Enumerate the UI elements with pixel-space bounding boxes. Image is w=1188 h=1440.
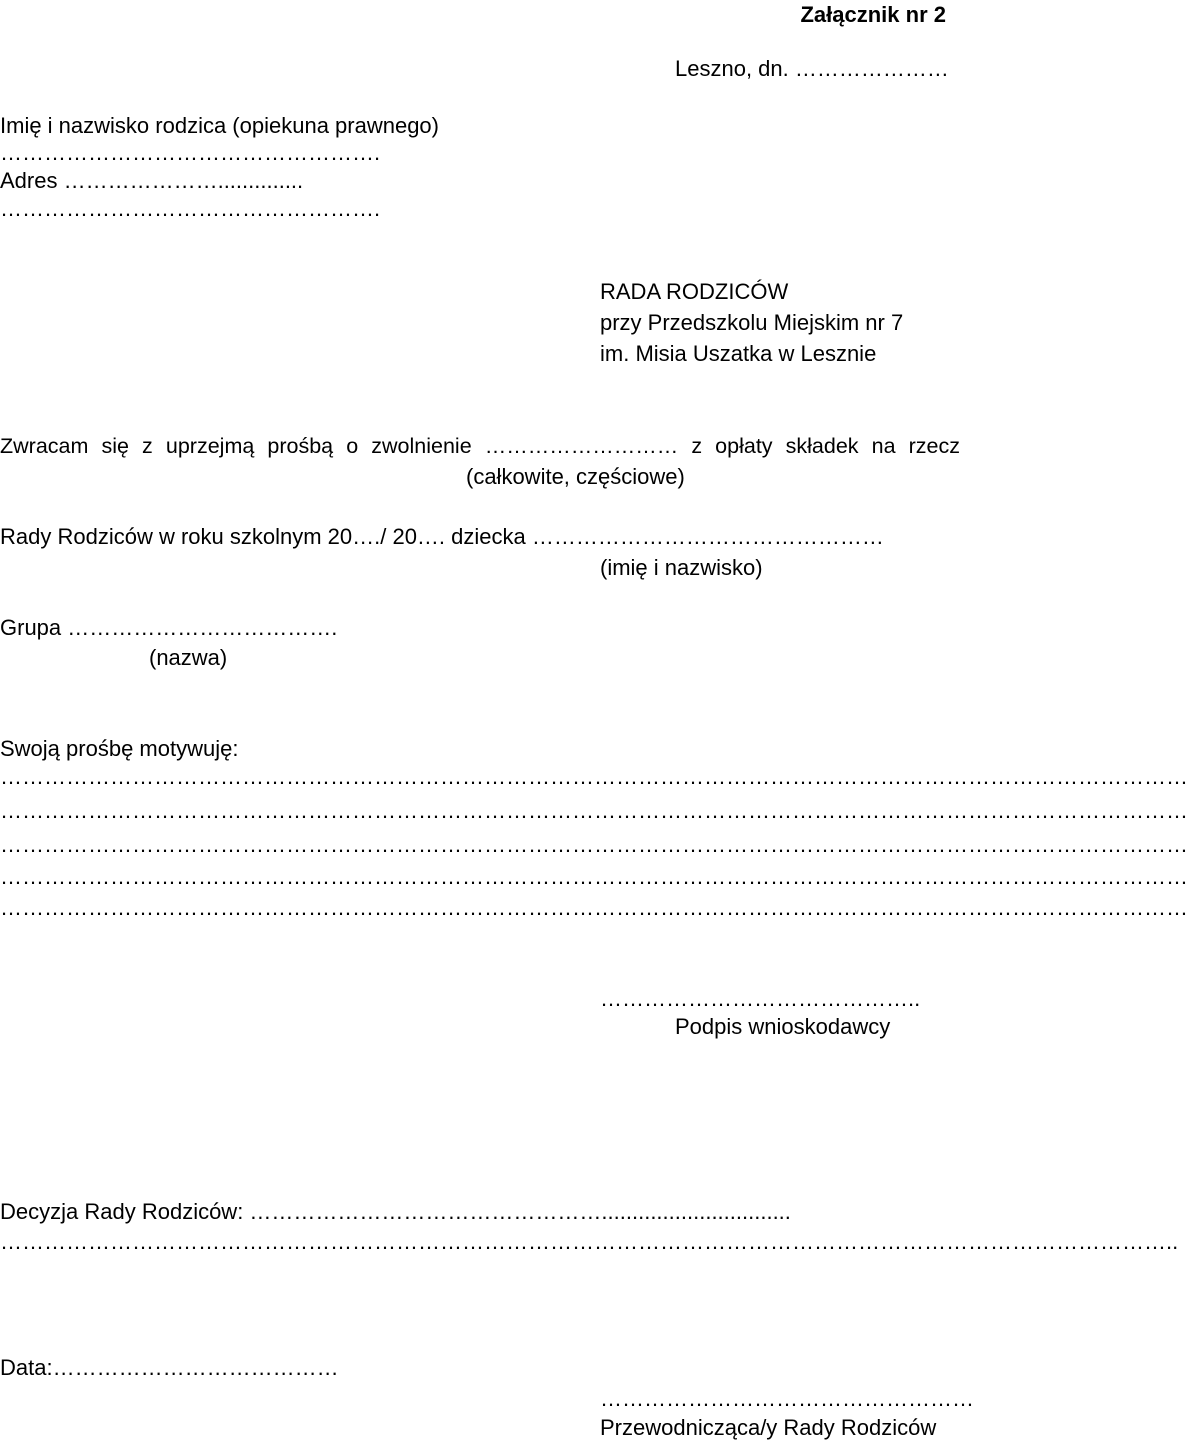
addressee-line-1: RADA RODZICÓW (600, 279, 789, 304)
decision-text: Decyzja Rady Rodziców: …………………………………………............................... (0, 1199, 791, 1224)
motivation-line: ……………………………………………………………………………………………………………………………………………… (0, 895, 1188, 920)
decision-line: …………………………………………………………………………………………………………………………………………….. (0, 1229, 1179, 1254)
group-text: Grupa ………………………………. (0, 615, 338, 640)
addressee-line-2: przy Przedszkolu Miejskim nr 7 (600, 310, 904, 335)
motivation-line: ……………………………………………………………………………………………………………………………………………… (0, 798, 1188, 823)
chair-signature-label: Przewodnicząca/y Rady Rodziców (600, 1415, 937, 1440)
group-hint: (nazwa) (149, 645, 228, 670)
request-text: Zwracam się z uprzejmą prośbą o zwolnienie ……………………… z opłaty składek na rzecz (0, 434, 960, 458)
motivation-line: ……………………………………………………………………………………………………………………………………………… (0, 864, 1188, 889)
request-hint: (całkowite, częściowe) (466, 464, 685, 489)
motivation-line: ……………………………………………………………………………………………………………………………………………… (0, 764, 1188, 789)
school-year-text: Rady Rodziców w roku szkolnym 20…./ 20…. dziecka ………………………………………… (0, 524, 884, 549)
motivation-line: ……………………………………………………………………………………………………………………………………………… (0, 832, 1188, 857)
attachment-label: Załącznik nr 2 (800, 2, 946, 27)
parent-name-line: ……………………………………………. (0, 140, 381, 165)
parent-name-label: Imię i nazwisko rodzica (opiekuna prawnego) (0, 113, 439, 138)
place-date: Leszno, dn. ………………… (675, 56, 949, 81)
chair-signature-line: …………………………………………… (600, 1386, 974, 1411)
motivation-label: Swoją prośbę motywuję: (0, 736, 239, 761)
address-label: Adres ………………….............. (0, 168, 304, 193)
date-text: Data:………………………………… (0, 1355, 339, 1380)
addressee-line-3: im. Misia Uszatka w Lesznie (600, 341, 877, 366)
child-hint: (imię i nazwisko) (600, 555, 763, 580)
address-line: ……………………………………………. (0, 196, 381, 221)
applicant-signature-line: …………………………………….. (600, 986, 921, 1011)
applicant-signature-label: Podpis wnioskodawcy (675, 1014, 891, 1039)
